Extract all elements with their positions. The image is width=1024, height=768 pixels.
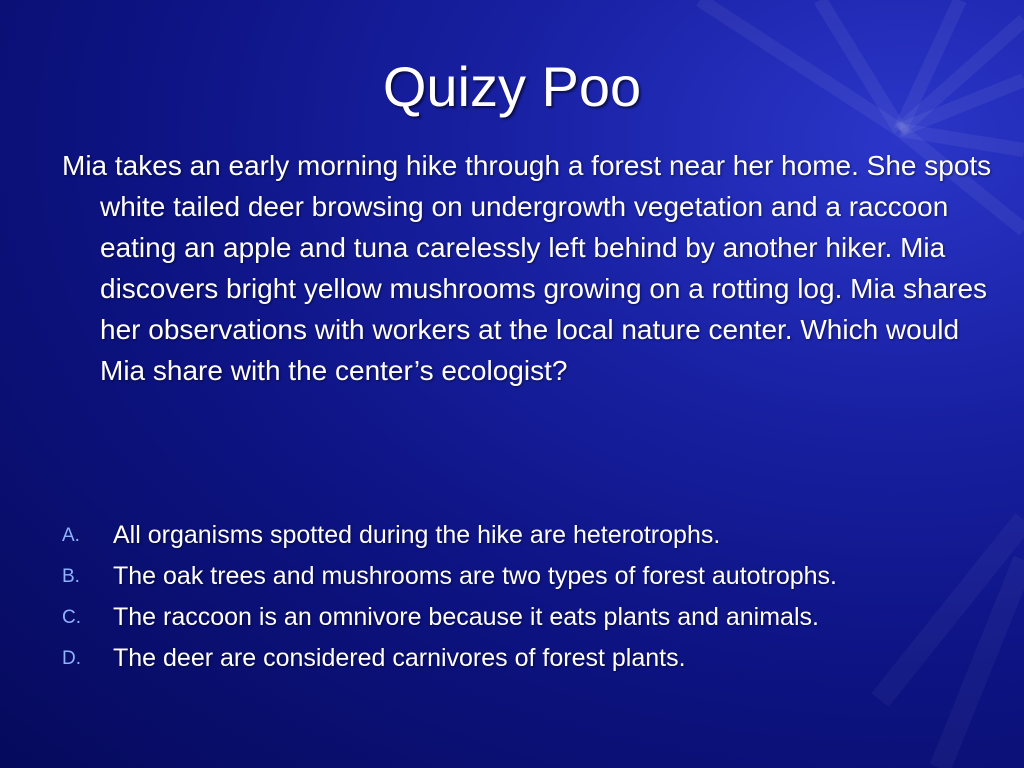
option-letter: B. xyxy=(62,566,80,587)
answer-option-c xyxy=(62,600,982,634)
question-text: Mia takes an early morning hike through a forest near her home. She spots white tailed deer browsing on undergrowth vegetation and a raccoon eating an apple and tuna carelessly left behind by another hiker. Mia discovers bright yellow mushrooms growing on a rotting log. Mia shares her observations with workers at the local nature center. Which would Mia share with the center’s ecologist? xyxy=(62,150,992,386)
option-text: All organisms spotted during the hike are heterotrophs. xyxy=(113,521,721,549)
slide-title: Quizy Poo xyxy=(382,55,642,118)
option-letter: D. xyxy=(62,648,81,669)
answer-options-list xyxy=(62,518,982,682)
option-letter: A. xyxy=(62,525,80,546)
option-text: The oak trees and mushrooms are two types of forest autotrophs. xyxy=(113,562,837,590)
answer-option-d xyxy=(62,641,982,675)
option-text: The raccoon is an omnivore because it eats plants and animals. xyxy=(113,603,819,631)
option-letter: C. xyxy=(62,607,81,628)
answer-option-a xyxy=(62,518,982,552)
answer-option-b xyxy=(62,559,982,593)
option-text: The deer are considered carnivores of forest plants. xyxy=(113,644,686,672)
